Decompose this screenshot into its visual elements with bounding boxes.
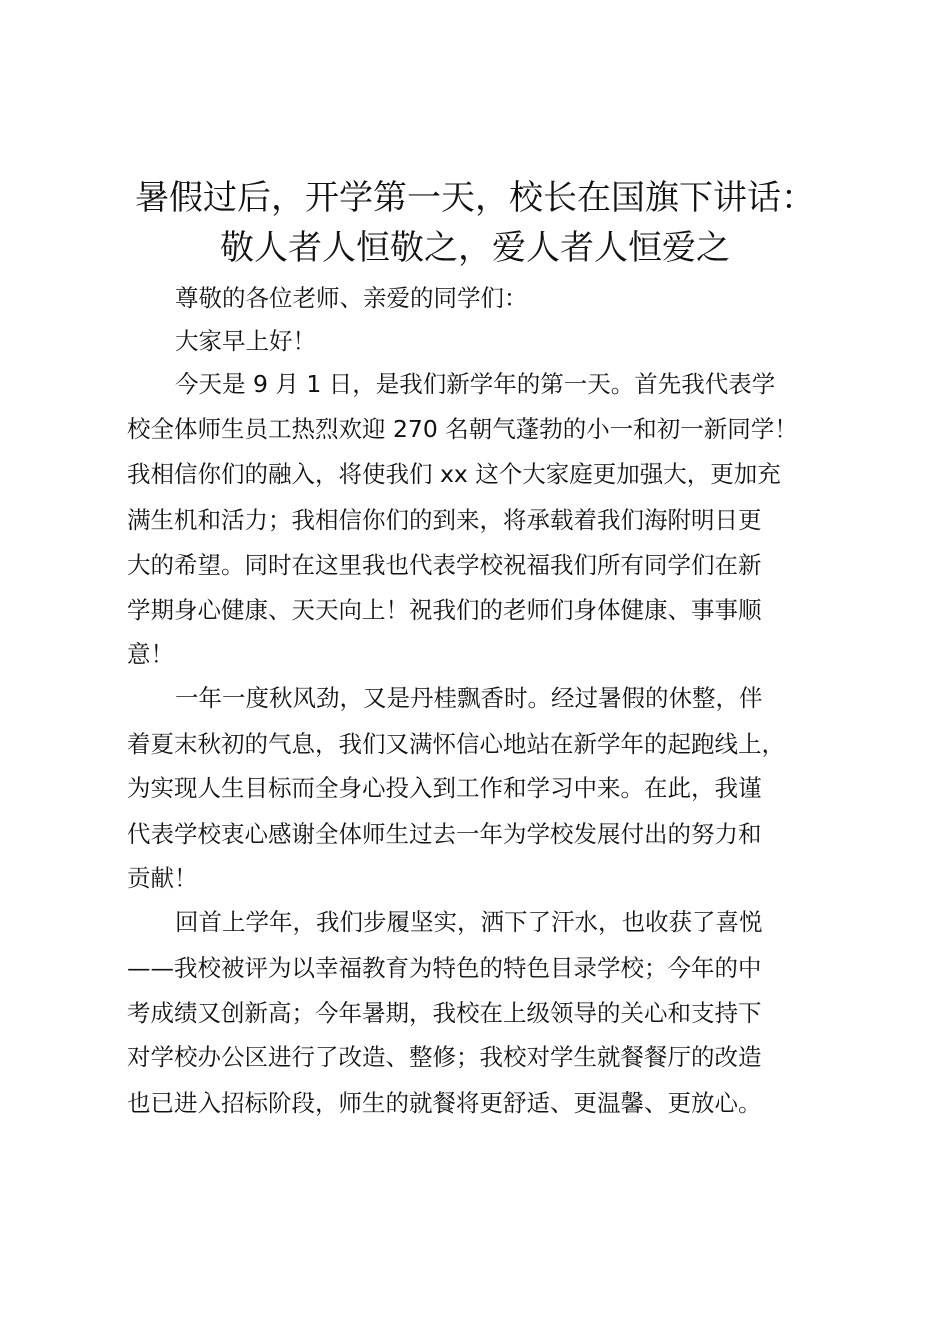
document-title-line-2: 敬人者人恒敬之，爱人者人恒爱之 xyxy=(220,228,730,268)
paragraph-1-line: 我相信你们的融入，将使我们 xx 这个大家庭更加强大，更加充 xyxy=(127,460,781,488)
paragraph-1-line: 满生机和活力；我相信你们的到来，将承载着我们海附明日更 xyxy=(127,506,762,534)
paragraph-3-line: 也已进入招标阶段，师生的就餐将更舒适、更温馨、更放心。 xyxy=(127,1089,762,1117)
paragraph-2-line: 代表学校衷心感谢全体师生过去一年为学校发展付出的努力和 xyxy=(127,820,762,848)
document-title-line-1: 暑假过后，开学第一天，校长在国旗下讲话： xyxy=(135,178,815,218)
paragraph-2-line: 贡献！ xyxy=(127,864,198,892)
paragraph-3-line: 对学校办公区进行了改造、整修；我校对学生就餐餐厅的改造 xyxy=(127,1043,762,1071)
paragraph-1-line: 学期身心健康、天天向上！祝我们的老师们身体健康、事事顺 xyxy=(127,596,762,624)
paragraph-3-line: 回首上学年，我们步履坚实，洒下了汗水，也收获了喜悦 xyxy=(175,908,763,936)
paragraph-1-line: 今天是 9 月 1 日，是我们新学年的第一天。首先我代表学 xyxy=(175,370,776,398)
paragraph-2-line: 一年一度秋风劲，又是丹桂飘香时。经过暑假的休整，伴 xyxy=(175,684,763,712)
salutation: 尊敬的各位老师、亲爱的同学们： xyxy=(175,284,528,312)
paragraph-2-line: 为实现人生目标而全身心投入到工作和学习中来。在此，我谨 xyxy=(127,774,762,802)
paragraph-1-line: 大的希望。同时在这里我也代表学校祝福我们所有同学们在新 xyxy=(127,551,762,579)
paragraph-2-line: 着夏末秋初的气息，我们又满怀信心地站在新学年的起跑线上， xyxy=(127,730,785,758)
paragraph-3-line: 考成绩又创新高；今年暑期，我校在上级领导的关心和支持下 xyxy=(127,999,762,1027)
paragraph-1-line: 校全体师生员工热烈欢迎 270 名朝气蓬勃的小一和初一新同学！ xyxy=(127,415,798,443)
paragraph-1-line: 意！ xyxy=(127,640,174,668)
greeting: 大家早上好！ xyxy=(175,327,316,355)
paragraph-3-line: ——我校被评为以幸福教育为特色的特色目录学校；今年的中 xyxy=(127,954,762,982)
